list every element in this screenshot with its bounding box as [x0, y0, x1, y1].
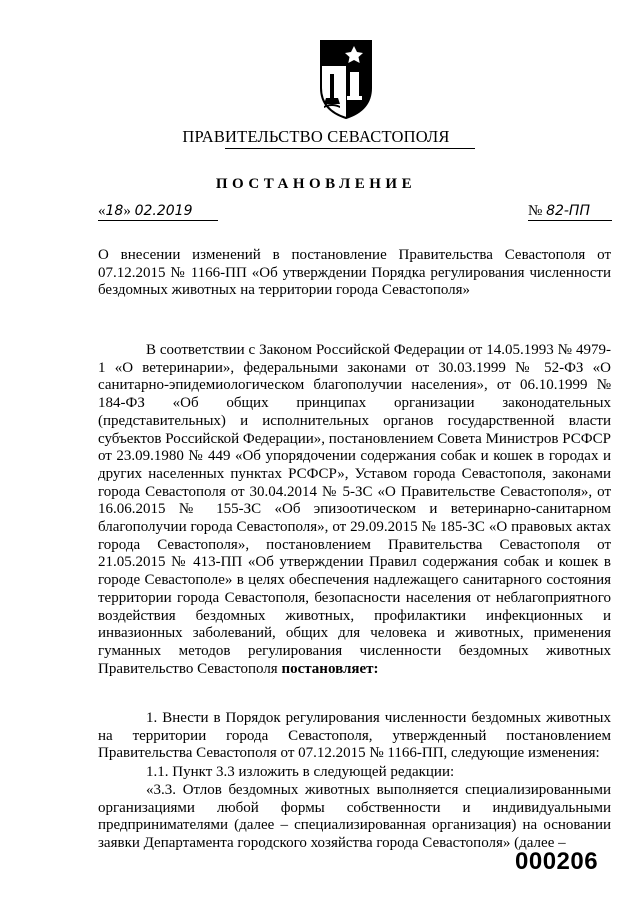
operative-word: постановляет: — [281, 660, 379, 677]
serial-number: 000206 — [515, 848, 599, 875]
preamble-text: В соответствии с Законом Российской Федерации от 14.05.1993 № 4979-1 «О ветеринарии», федеральными законами от 30.03.1999 № 52-ФЗ «О санитарно-эпидемиологическом благополучии населения», от 06.10.1999 № 184-ФЗ «Об общих принципах организации законодательных (представительных) и исполнительных органов государственной власти субъектов Российской Федерации», постановлением Совета Министров РСФСР от 23.09.1980 № 449 «Об упорядочении содержания собак и кошек в городах и других населенных пунктах РСФСР», Уставом города Севастополя, законами города Севастополя от 30.04.2014 № 5-ЗС «О Правительстве Севастополя», от 16.06.2015 № 155-ЗС «Об эпизоотическом и ветеринарно-санитарном благополучии города Севастополя», от 29.09.2015 № 185-ЗС «О правовых актах города Севастополя», постановлением Правительства Севастополя от 21.05.2015 № 413-ПП «Об утверждении Правил содержания собак и кошек в городе Севастополе» в целях обеспечения надлежащего санитарного состояния территории города Севастополя, безопасности населения от неблагоприятного воздействия бездомных животных, профилактики инфекционных и инвазионных заболеваний, общих для человека и животных, применения гуманных методов регулирования численности бездомных животных Правительство Севастополя — [98, 342, 611, 677]
item-1-paragraph: 1. Внести в Порядок регулирования численности бездомных животных на территории города Севастополя, утвержденный постановлением Правительства Севастополя от 07.12.2015 № 1166-ПП, следующие изменения: — [98, 710, 611, 762]
date-month-year: 02.2019 — [134, 203, 193, 219]
header-divider — [225, 148, 475, 149]
sevastopol-coat-of-arms-icon — [318, 38, 374, 120]
preamble-paragraph — [98, 342, 611, 678]
document-number — [528, 203, 612, 221]
document-type-title: ПОСТАНОВЛЕНИЕ — [215, 176, 417, 192]
number-sign: № — [528, 203, 543, 219]
authority-name: ПРАВИТЕЛЬСТВО СЕВАСТОПОЛЯ — [182, 127, 450, 146]
date-close-quote: » — [123, 203, 131, 219]
number-value: 82-ПП — [546, 203, 590, 219]
document-subject: О внесении изменений в постановление Правительства Севастополя от 07.12.2015 № 1166-ПП «Об утверждении Порядка регулирования численности бездомных животных на территории города Севастополя» — [98, 247, 611, 299]
date-open-quote: « — [98, 203, 106, 219]
item-3-3-paragraph: «3.3. Отлов бездомных животных выполняется специализированными организациями любой формы собственности и индивидуальными предпринимателями (далее – специализированная организация) на основании заявки Департамента городского хозяйства города Севастополя» (далее – — [98, 782, 611, 852]
date-day: 18 — [105, 203, 124, 219]
item-1-1-paragraph: 1.1. Пункт 3.3 изложить в следующей редакции: — [146, 764, 455, 780]
document-date — [98, 203, 218, 221]
